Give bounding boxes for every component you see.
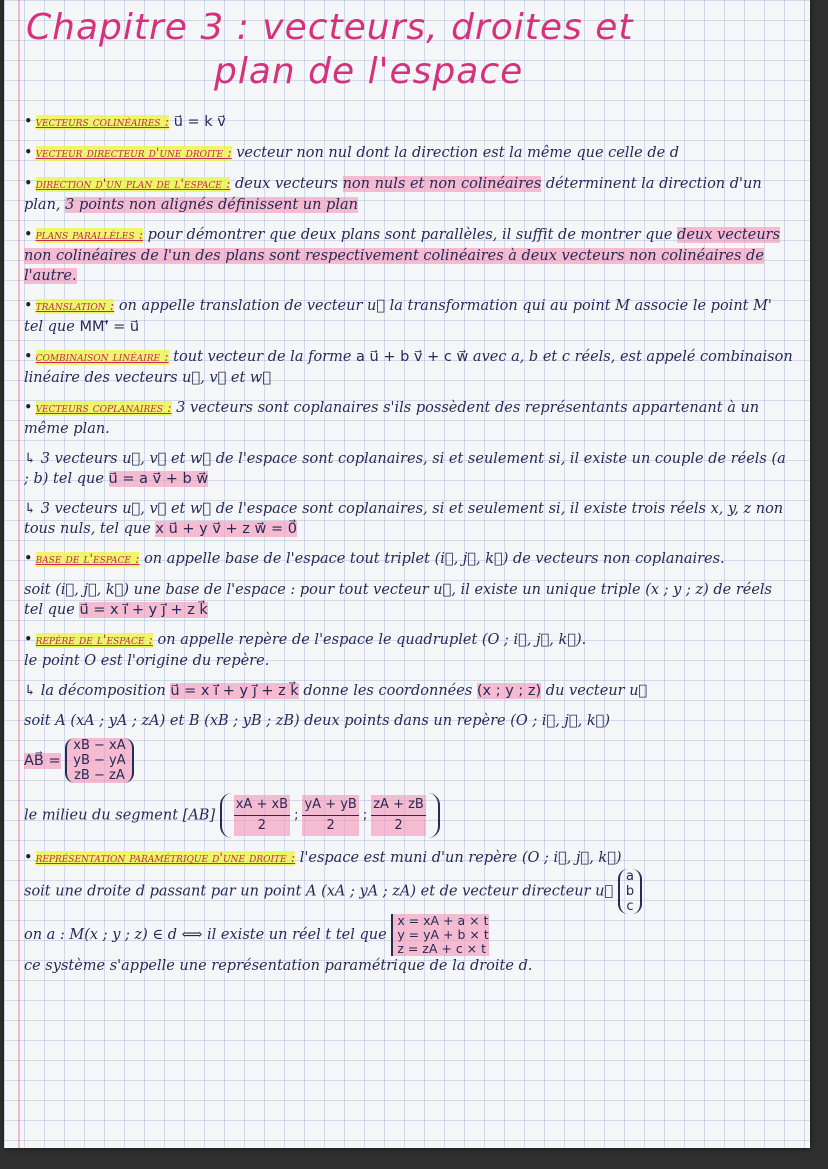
section-repere (24, 630, 794, 671)
section-milieu (24, 793, 794, 838)
formula-combinaison: a u⃗ + b v⃗ + c w⃗ (356, 349, 469, 365)
term-direction-plan: direction d'un plan de l'espace : (35, 177, 231, 192)
text-parametrique-2: soit une droite d passant par un point A (xA ; yA ; zA) et de vecteur directeur u⃗ (24, 883, 614, 900)
milieu-coordinates (220, 793, 440, 838)
system-row-z: z = zA + c × t (397, 941, 487, 956)
section-plans-paralleles (24, 225, 794, 286)
text-coordonnees-2: donne les coordonnées (298, 683, 477, 699)
text-parametrique-1: l'espace est muni d'un repère (O ; i⃗, j⃗, k⃗) (299, 850, 622, 866)
section-parametrique (24, 848, 794, 976)
section-base (24, 549, 794, 570)
label-vecteur-ab: AB⃗ = (24, 752, 61, 769)
formula-coplanaires-triplet: x u⃗ + y v⃗ + z w⃗ = 0⃗ (155, 521, 297, 537)
fraction-z-denominator: 2 (394, 818, 403, 833)
hl-plans-paralleles: deux vecteurs non colinéaires de l'un des plans sont respectivement colinéaires à deux vecteurs non colinéaires de l'autre. (24, 227, 781, 284)
term-coplanaires: vecteurs coplanaires : (35, 401, 172, 416)
formula-translation: MM'⃗ = u⃗ (79, 319, 140, 335)
text-direction-plan-1: deux vecteurs (234, 176, 343, 192)
text-plans-paralleles: pour démontrer que deux plans sont parallèles, il suffit de montrer que (147, 227, 678, 243)
section-vecteur-ab (24, 738, 794, 783)
text-repere-1: on appelle repère de l'espace le quadruplet (O ; i⃗, j⃗, k⃗). (157, 632, 587, 648)
text-repere-2: le point O est l'origine du repère. (24, 653, 270, 669)
hl-direction-plan-2: 3 points non alignés définissent un plan (65, 197, 358, 213)
vector-ab-row-3: zB − zA (74, 768, 125, 783)
text-coplanaires-couple: ↳ 3 vecteurs u⃗, v⃗ et w⃗ de l'espace sont coplanaires, si et seulement si, il existe un couple de réels (a ; b) tel que (24, 451, 786, 487)
section-directeur (24, 143, 794, 164)
term-colineaires: vecteurs colinéaires : (35, 115, 170, 130)
bullet-icon: • (24, 145, 33, 161)
term-plans-paralleles: plans parallèles : (35, 228, 144, 243)
vector-ab-row-1: xB − xA (73, 738, 126, 753)
text-parametrique-4: ce système s'appelle une représentation paramétrique de la droite d. (24, 958, 533, 974)
text-directeur: vecteur non nul dont la direction est la même que celle de d (236, 145, 680, 161)
section-points (24, 711, 794, 731)
vector-ab-column (65, 738, 133, 783)
text-coplanaires-triplet: ↳ 3 vecteurs u⃗, v⃗ et w⃗ de l'espace sont coplanaires, si et seulement si, il existe trois réels x, y, z non tous nuls, tel que (24, 501, 784, 537)
bullet-icon: • (24, 114, 33, 130)
fraction-z (371, 795, 426, 836)
direction-vector-a: a (625, 869, 634, 884)
section-coplanaires (24, 398, 794, 439)
direction-vector-c: c (626, 899, 634, 914)
text-milieu: le milieu du segment [AB] (24, 807, 216, 824)
notebook-page (4, 0, 810, 1148)
section-base-decomp (24, 580, 794, 620)
bullet-icon: • (24, 349, 33, 365)
fraction-x-denominator: 2 (257, 818, 267, 833)
text-parametrique-3: on a : M(x ; y ; z) ∈ d ⟺ il existe un réel t tel que (24, 927, 387, 943)
text-combinaison-2: avec a, b et c réels, est appelé combinaison linéaire des vecteurs u⃗, v⃗ et w⃗ (24, 349, 793, 386)
formula-coordonnees: u⃗ = x i⃗ + y j⃗ + z k⃗ (170, 683, 299, 699)
section-colineaires (24, 112, 794, 133)
text-direction-plan-2: déterminent la direction d'un plan, (24, 176, 762, 213)
section-translation (24, 296, 794, 337)
bullet-icon: • (24, 551, 33, 567)
fraction-x (234, 795, 290, 836)
term-repere: repère de l'espace : (35, 633, 153, 648)
text-base: on appelle base de l'espace tout triplet (i⃗, j⃗, k⃗) de vecteurs non coplanaires. (144, 551, 725, 567)
section-coplanaires-couple (24, 449, 794, 489)
text-coordonnees-3: du vecteur u⃗ (541, 683, 648, 699)
text-coordonnees-1: ↳ la décomposition (24, 683, 171, 699)
title-line-1: Chapitre 3 : vecteurs, droites et (26, 7, 634, 48)
bullet-icon: • (24, 298, 33, 314)
fraction-z-numerator: zA + zB (371, 795, 426, 816)
bullet-icon: • (24, 632, 33, 648)
text-base-decomp: soit (i⃗, j⃗, k⃗) une base de l'espace : pour tout vecteur u⃗, il existe un unique triple (x ; y ; z) de réels tel que (24, 582, 773, 618)
fraction-x-numerator: xA + xB (234, 795, 290, 816)
system-row-y: y = yA + b × t (397, 927, 489, 942)
section-coplanaires-triplet (24, 499, 794, 539)
text-combinaison-1: tout vecteur de la forme (173, 349, 357, 365)
fraction-y-numerator: yA + yB (302, 795, 358, 816)
title-line-2: plan de l'espace (214, 51, 524, 92)
bullet-icon: • (24, 227, 33, 243)
vector-ab-row-2: yB − yA (73, 753, 126, 768)
notes-content (24, 112, 794, 986)
text-coplanaires: 3 vecteurs sont coplanaires s'ils possèdent des représentants appartenant à un même plan. (24, 400, 760, 437)
term-translation: translation : (35, 299, 115, 314)
formula-coplanaires-couple: u⃗ = a v⃗ + b w⃗ (108, 471, 209, 487)
text-translation: on appelle translation de vecteur u⃗ la transformation qui au point M associe le point M' tel que (24, 298, 772, 335)
formula-base-decomp: u⃗ = x i⃗ + y j⃗ + z k⃗ (79, 602, 208, 618)
fraction-y (302, 795, 358, 836)
section-coordonnees (24, 681, 794, 701)
fraction-y-denominator: 2 (326, 818, 335, 833)
term-directeur: vecteur directeur d'une droite : (35, 146, 232, 161)
parametric-system (391, 914, 488, 956)
chapter-title (26, 6, 786, 94)
term-base: base de l'espace : (35, 552, 140, 567)
separator-1: ; (294, 808, 299, 823)
coords-coordonnees: (x ; y ; z) (476, 683, 542, 699)
formula-colineaires: u⃗ = k v⃗ (173, 114, 226, 130)
bullet-icon: • (24, 850, 33, 866)
direction-vector-b: b (625, 884, 635, 899)
text-points: soit A (xA ; yA ; zA) et B (xB ; yB ; zB) deux points dans un repère (O ; i⃗, j⃗, k⃗) (24, 713, 610, 729)
section-direction-plan (24, 174, 794, 215)
system-row-x: x = xA + a × t (397, 913, 489, 928)
separator-2: ; (362, 808, 368, 823)
direction-vector-column (618, 869, 642, 914)
term-combinaison: combinaison linéaire : (35, 350, 169, 365)
page-margin-line (18, 0, 20, 1148)
section-combinaison (24, 347, 794, 388)
hl-direction-plan-1: non nuls et non colinéaires (342, 176, 542, 192)
bullet-icon: • (24, 400, 33, 416)
bullet-icon: • (24, 176, 33, 192)
term-parametrique: représentation paramétrique d'une droite : (35, 851, 296, 866)
